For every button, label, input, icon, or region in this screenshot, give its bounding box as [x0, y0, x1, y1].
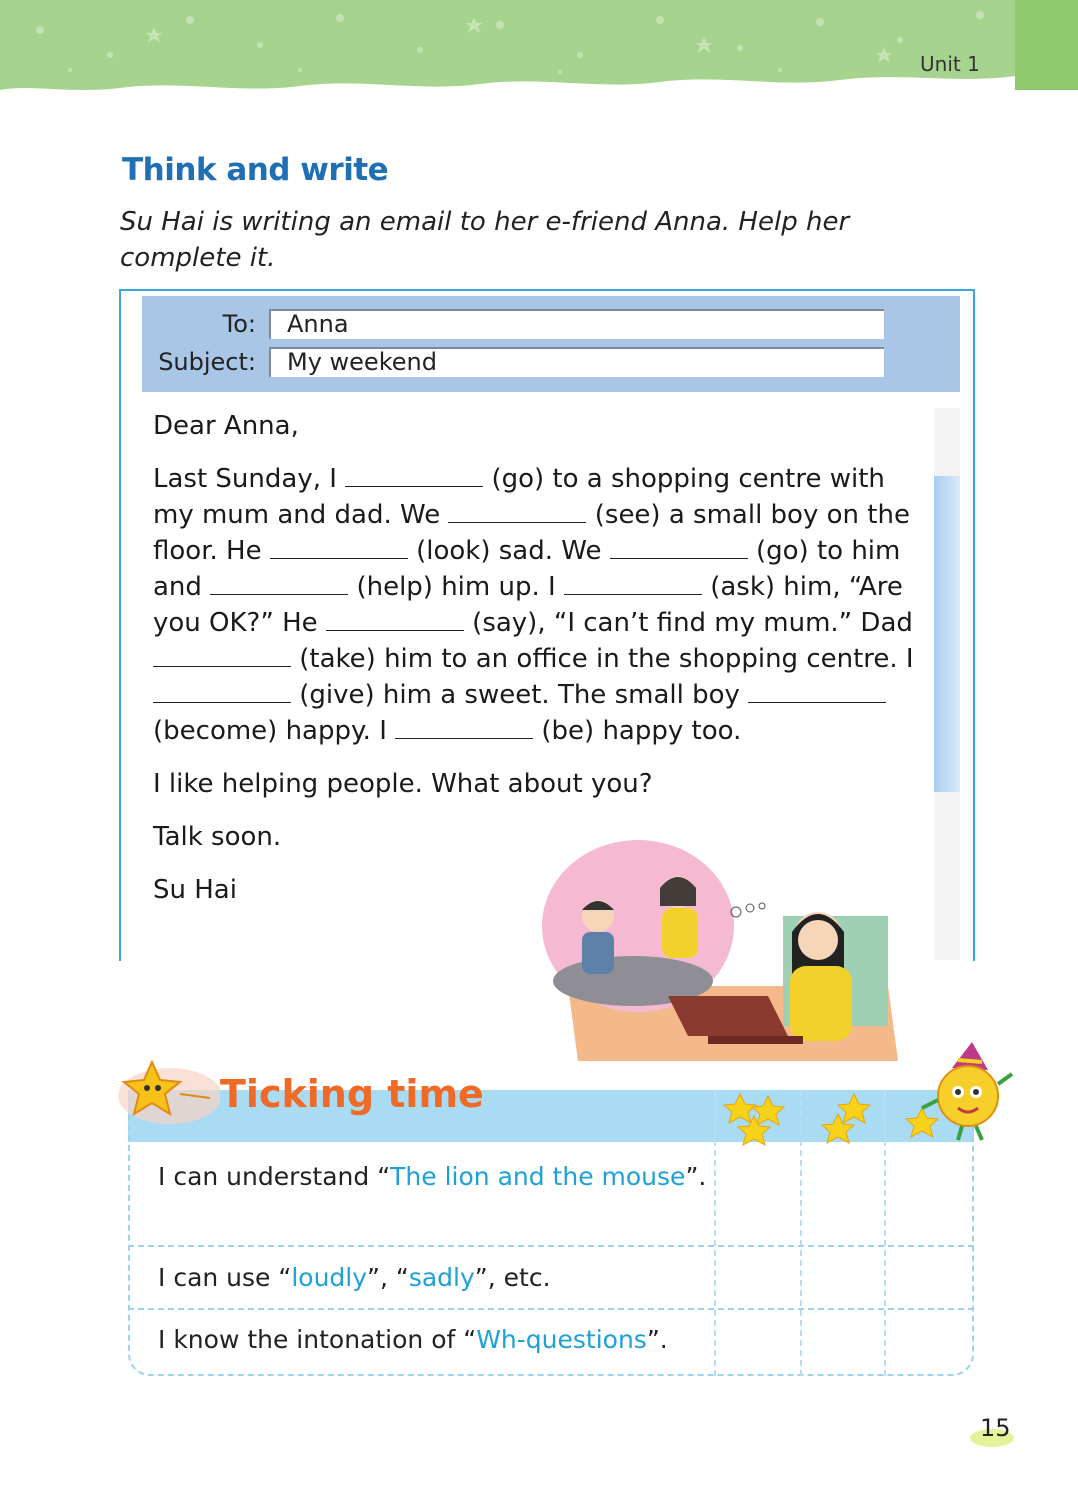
answer-blank[interactable] — [748, 680, 886, 703]
ticking-title: Ticking time — [220, 1072, 484, 1116]
row-highlight: Wh-questions — [476, 1325, 647, 1354]
tick-cell[interactable] — [716, 1310, 798, 1372]
row-text: ”. — [685, 1162, 707, 1191]
scrollbar-thumb[interactable] — [934, 476, 960, 792]
answer-blank[interactable] — [270, 536, 408, 559]
email-closing: I like helping people. What about you? — [153, 769, 653, 799]
tick-cell[interactable] — [886, 1142, 972, 1243]
body-text: Last Sunday, I — [153, 464, 346, 494]
answer-blank[interactable] — [448, 500, 586, 523]
email-header — [142, 296, 960, 392]
body-text: (see) a small boy on the floor. He — [153, 500, 910, 566]
ticking-row-2 — [158, 1259, 718, 1297]
ticking-row-1 — [158, 1158, 718, 1196]
row-text: I can use “ — [158, 1263, 292, 1292]
row-text: ”, etc. — [474, 1263, 551, 1292]
row-highlight: sadly — [408, 1263, 475, 1292]
cartoon-mascot — [912, 1040, 1022, 1150]
answer-blank[interactable] — [345, 464, 483, 487]
to-label: To: — [222, 310, 256, 338]
body-text: (go) to a shopping centre with my mum and dad. We — [153, 464, 885, 530]
body-text: (take) him to an office in the shopping centre. I — [299, 644, 914, 674]
row-text: ”, “ — [367, 1263, 409, 1292]
answer-blank[interactable] — [153, 680, 291, 703]
unit-label: Unit 1 — [920, 52, 980, 76]
row-text: I can understand “ — [158, 1162, 391, 1191]
row-text: I know the intonation of “ — [158, 1325, 477, 1354]
tick-cell[interactable] — [886, 1247, 972, 1306]
ticking-star-mascot — [110, 1048, 220, 1128]
top-banner — [0, 0, 1078, 110]
answer-blank[interactable] — [326, 608, 464, 631]
girl-laptop-illustration — [538, 836, 908, 1066]
body-text: (become) happy. I — [153, 716, 396, 746]
tick-cell[interactable] — [716, 1247, 798, 1306]
body-text: (look) sad. We — [416, 536, 610, 566]
subject-field[interactable]: My weekend — [269, 347, 884, 377]
body-text: (be) happy too. — [541, 716, 742, 746]
email-signature: Su Hai — [153, 875, 237, 905]
answer-blank[interactable] — [564, 572, 702, 595]
answer-blank[interactable] — [395, 716, 533, 739]
answer-blank[interactable] — [610, 536, 748, 559]
body-text: (go) to him and — [153, 536, 901, 602]
page-number: 15 — [980, 1414, 1011, 1442]
to-field[interactable]: Anna — [269, 309, 884, 339]
answer-blank[interactable] — [210, 572, 348, 595]
tick-cell[interactable] — [886, 1310, 972, 1372]
answer-blank[interactable] — [153, 644, 291, 667]
tick-cell[interactable] — [802, 1247, 882, 1306]
body-text: (give) him a sweet. The small boy — [299, 680, 749, 710]
tick-cell[interactable] — [802, 1310, 882, 1372]
section-title: Think and write — [122, 152, 389, 188]
body-text: (ask) him, “Are you OK?” He — [153, 572, 903, 638]
instructions: Su Hai is writing an email to her e-friend Anna. Help her complete it. — [120, 207, 850, 273]
body-text: (say), “I can’t find my mum.” Dad — [472, 608, 913, 638]
subject-label: Subject: — [158, 348, 256, 376]
body-text: (help) him up. I — [356, 572, 564, 602]
tick-cell[interactable] — [802, 1142, 882, 1243]
email-greeting: Dear Anna, — [153, 411, 299, 441]
ticking-row-3 — [158, 1321, 718, 1359]
tick-cell[interactable] — [716, 1142, 798, 1243]
row-highlight: The lion and the mouse — [390, 1162, 686, 1191]
row-highlight: loudly — [291, 1263, 368, 1292]
email-paragraph — [153, 461, 923, 749]
email-signoff: Talk soon. — [153, 822, 282, 852]
row-text: ”. — [646, 1325, 668, 1354]
email-scrollbar[interactable] — [934, 408, 960, 960]
